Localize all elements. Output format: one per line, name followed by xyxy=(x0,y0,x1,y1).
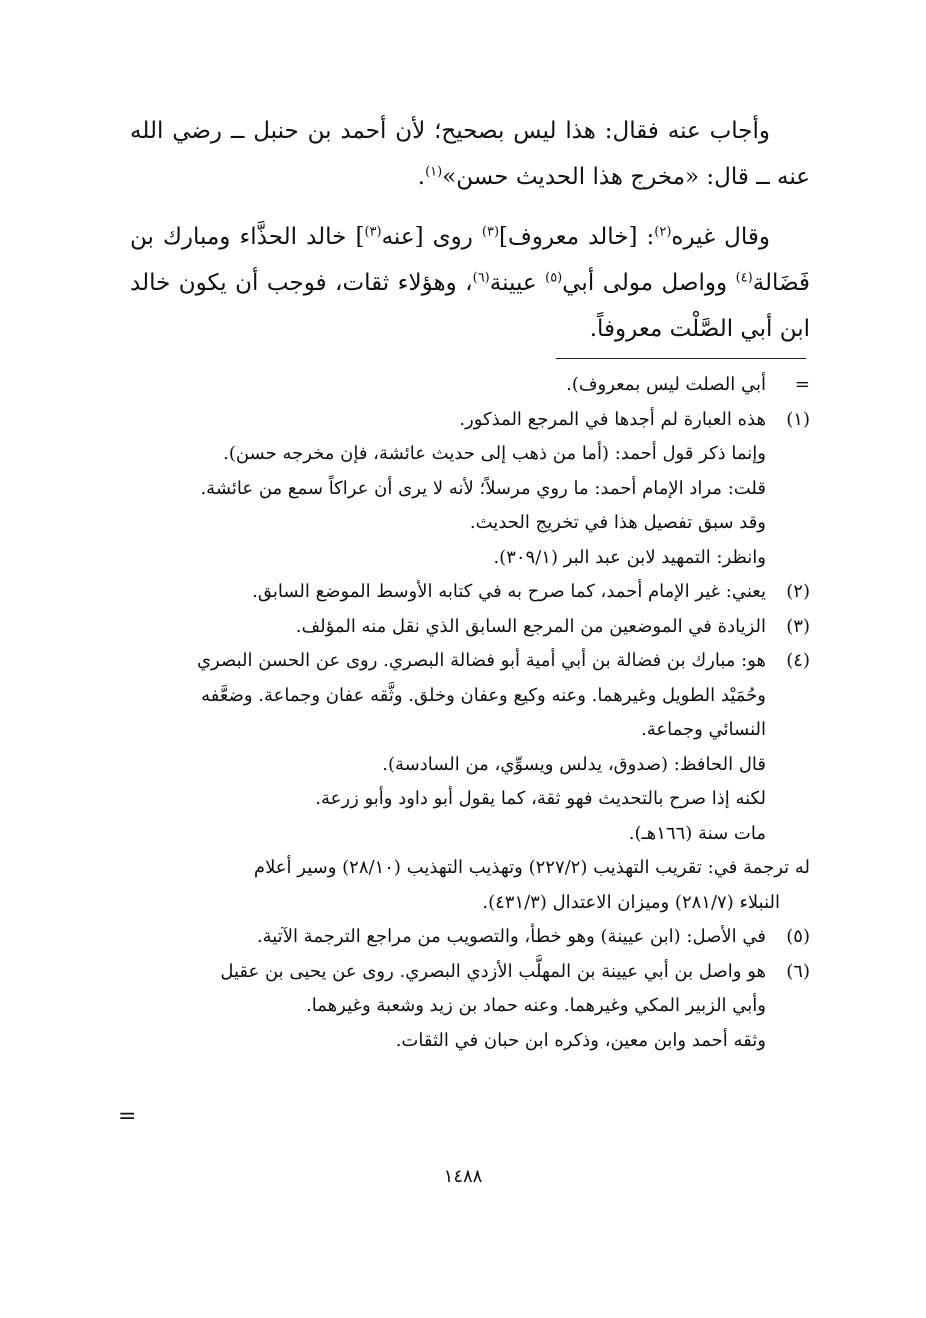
footnote-line: وانظر: التمهيد لابن عبد البر (٣٠٩/١). xyxy=(493,546,766,568)
footnote-3 xyxy=(130,610,810,645)
footnote-5 xyxy=(130,920,810,955)
footnote-line: وثقه أحمد وابن معين، وذكره ابن حبان في الثقات. xyxy=(395,1029,766,1051)
text-line: عنه ــ قال: «مخرج هذا الحديث حسن» xyxy=(442,164,810,190)
footnote-line: مات سنة (١٦٦هـ). xyxy=(628,822,766,844)
text-punct: . xyxy=(417,164,426,190)
footnote-number: (٣) xyxy=(786,615,810,637)
footnote-line: لكنه إذا صرح بالتحديث فهو ثقة، كما يقول أبو داود وأبو زرعة. xyxy=(315,788,766,809)
text-run: وواصل مولى أبي xyxy=(562,270,736,296)
footnote-line: هو واصل بن أبي عيينة بن المهلَّب الأزدي البصري. روى عن يحيى بن عقيل xyxy=(220,960,766,982)
footnote-line: هذه العبارة لم أجدها في المرجع المذكور. xyxy=(459,408,766,430)
footnote-number: (٤) xyxy=(786,650,810,671)
footnote-ref[interactable]: (١) xyxy=(425,164,443,180)
footnote-line: النسائي وجماعة. xyxy=(640,719,766,740)
text-line: ابن أبي الصَّلْت معروفاً. xyxy=(589,316,810,342)
text-run: عيينة xyxy=(489,270,546,296)
text-run: فَضَالة xyxy=(752,270,811,296)
footnote-4-refs xyxy=(130,851,810,920)
footnotes xyxy=(130,368,810,1058)
footnote-number: (٢) xyxy=(786,581,810,602)
footnote-separator xyxy=(556,358,806,359)
page-number: ١٤٨٨ xyxy=(443,1166,483,1187)
footnote-ref[interactable]: (٥) xyxy=(545,270,563,286)
footnote-number: (٥) xyxy=(786,926,810,947)
footnote-line: هو: مبارك بن فضالة بن أبي أمية أبو فضالة البصري. روى عن الحسن البصري xyxy=(196,650,766,671)
footnote-ref[interactable]: (٤) xyxy=(735,270,753,286)
footnote-ref[interactable]: (٢) xyxy=(654,224,672,240)
footnote-number: (٦) xyxy=(786,960,810,982)
footnote-line: وقد سبق تفصيل هذا في تخريج الحديث. xyxy=(469,512,766,533)
footnote-line: له ترجمة في: تقريب التهذيب (٢٢٧/٢) وتهذيب التهذيب (٢٨/١٠) وسير أعلام xyxy=(253,857,810,878)
footnote-line: النبلاء (٢٨١/٧) وميزان الاعتدال (٤٣١/٣). xyxy=(482,891,780,913)
footnote-ref[interactable]: (٣) xyxy=(364,224,382,240)
text-run: وقال غيره xyxy=(671,224,770,250)
footnote-line: أبي الصلت ليس بمعروف). xyxy=(566,374,766,395)
continuation-mark: = xyxy=(794,374,810,395)
text-line: وأجاب عنه فقال: هذا ليس بصحيح؛ لأن أحمد بن حنبل ــ رضي الله xyxy=(130,118,770,144)
main-text xyxy=(130,108,810,352)
text-run: ، وهؤلاء ثقات، فوجب أن يكون خالد xyxy=(130,270,473,296)
footnote-line: وحُمَيْد الطويل وغيرهما. وعنه وكيع وعفان وخلق. وثَّقه عفان وجماعة. وضعَّفه xyxy=(201,684,766,706)
footnote-line: قلت: مراد الإمام أحمد: ما روي مرسلاً؛ لأنه لا يرى أن عراكاً سمع من عائشة. xyxy=(200,477,766,499)
continuation-mark: = xyxy=(118,1104,137,1129)
footnote-line: وإنما ذكر قول أحمد: (أما من ذهب إلى حديث عائشة، فإن مخرجه حسن). xyxy=(223,443,766,464)
paragraph-2 xyxy=(130,214,810,352)
footnote-ref[interactable]: (٦) xyxy=(472,270,490,286)
footnote-line: يعني: غير الإمام أحمد، كما صرح به في كتابه الأوسط الموضع السابق. xyxy=(252,581,766,602)
footnote-line: وأبي الزبير المكي وغيرهما. وعنه حماد بن زيد وشعبة وغيرهما. xyxy=(306,995,766,1016)
footnote-line: قال الحافظ: (صدوق، يدلس ويسوِّي، من السادسة). xyxy=(382,753,766,775)
footnote-line: في الأصل: (ابن عيينة) وهو خطأ، والتصويب من مراجع الترجمة الآتية. xyxy=(256,926,766,947)
footnote-line: الزيادة في الموضعين من المرجع السابق الذي نقل منه المؤلف. xyxy=(295,615,766,637)
footnote-number: (١) xyxy=(786,408,810,430)
text-run: : [خالد معروف] xyxy=(499,224,655,250)
footnote-ref[interactable]: (٣) xyxy=(481,224,500,240)
footnote-6 xyxy=(130,955,810,1059)
footnote-2 xyxy=(130,575,810,610)
footnote-1 xyxy=(130,403,810,576)
text-run: ] خالد الحذَّاء ومبارك بن xyxy=(130,224,365,250)
footnote-continuation xyxy=(130,368,810,403)
text-run: روى [عنه xyxy=(381,224,482,250)
paragraph-1 xyxy=(130,108,810,200)
footnote-4 xyxy=(130,644,810,851)
